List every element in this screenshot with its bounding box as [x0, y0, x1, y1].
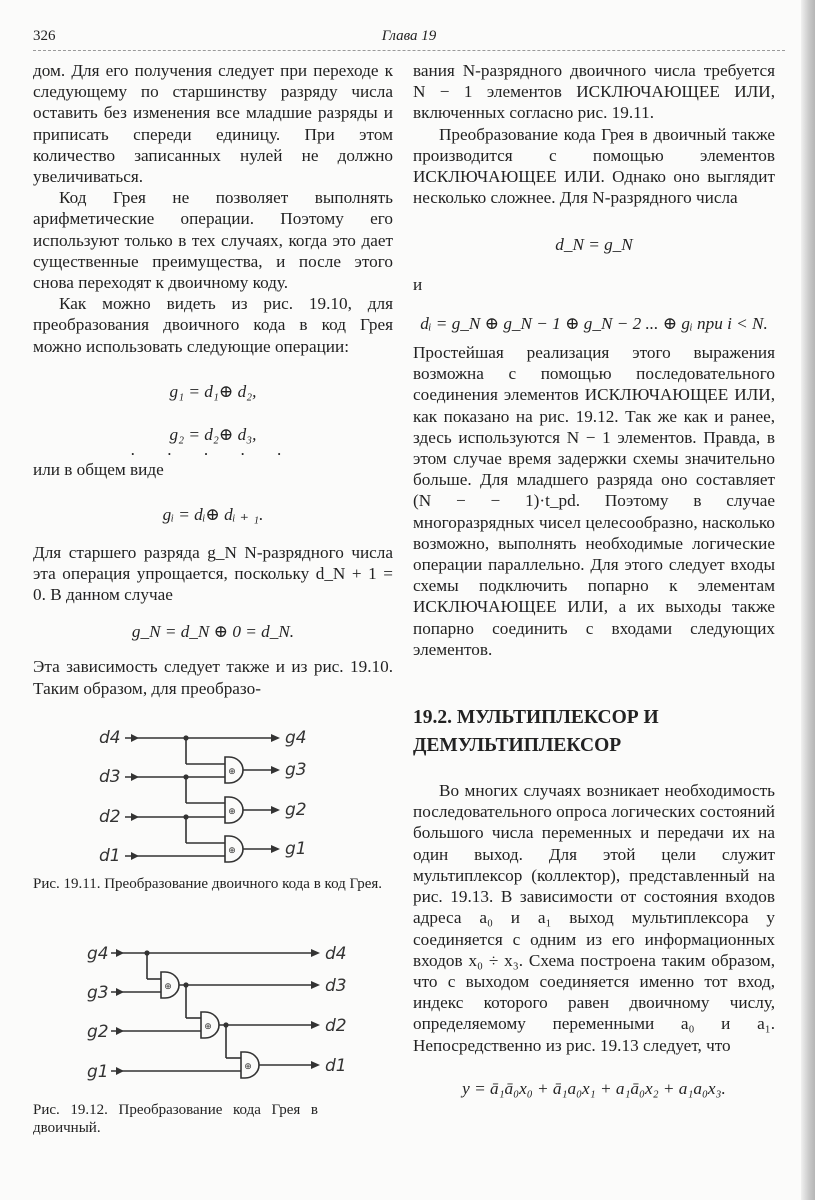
paragraph: Эта зависимость следует также и из рис. 19.10. Таким образом, для преобразо-: [33, 657, 393, 698]
svg-text:⊕: ⊕: [228, 766, 236, 777]
paragraph: Код Грея не позволяет выполнять арифметические операции. Поэтому его используют только в тех случаях, когда это дает существенные преимущества, и после этого снова переходят к двоичному коду.: [33, 188, 393, 293]
output-label: d3: [325, 975, 347, 996]
input-label: d4: [99, 727, 121, 748]
figure-19-11-caption: Рис. 19.11. Преобразование двоичного кода в код Грея.: [33, 875, 383, 892]
running-header: [33, 28, 785, 51]
figure-19-12-diagram: [33, 937, 393, 1097]
paragraph: вания N-разрядного двоичного числа требуется N − 1 элементов ИСКЛЮЧАЮЩЕЕ ИЛИ, включенных согласно рис. 19.11.: [413, 61, 775, 123]
input-label: g4: [87, 943, 109, 964]
output-label: g3: [285, 759, 307, 780]
chapter-title: Глава 19: [381, 28, 437, 44]
output-label: d1: [325, 1055, 347, 1076]
formula-gN: g_N = d_N ⊕ 0 = d_N.: [131, 622, 295, 642]
input-label: d1: [99, 845, 121, 866]
formula-di: dᵢ = g_N ⊕ g_N − 1 ⊕ g_N − 2 ... ⊕ gᵢ при i < N.: [420, 313, 768, 333]
figure-19-11-diagram: [33, 719, 393, 869]
input-label: g2: [87, 1021, 109, 1042]
output-label: g4: [285, 727, 307, 748]
svg-text:⊕: ⊕: [164, 981, 172, 992]
paragraph: Как можно видеть из рис. 19.10, для преобразования двоичного кода в код Грея можно использовать следующие операции:: [33, 294, 393, 356]
paragraph: дом. Для его получения следует при переходе к следующему по старшинству разряду числа оставить без изменения все младшие разряды и приписать спереди единицу. При этом количество записанных нулей не должно увеличиваться.: [33, 61, 393, 187]
paragraph: или в общем виде: [33, 460, 164, 480]
paragraph: Для старшего разряда g_N N-разрядного числа эта операция упрощается, поскольку d_N + 1 = 0. В данном случае: [33, 542, 393, 605]
left-column: [33, 60, 393, 1137]
input-label: g3: [87, 982, 109, 1003]
section-heading: 19.2. МУЛЬТИПЛЕКСОР И ДЕМУЛЬТИПЛЕКСОР: [413, 707, 659, 757]
formula-ellipsis: . . . . .: [130, 440, 296, 460]
output-label: g2: [285, 799, 307, 820]
right-column: [413, 60, 775, 1107]
svg-text:⊕: ⊕: [228, 806, 236, 817]
paragraph: Простейшая реализация этого выражения возможна с помощью последовательного соединения элементов ИСКЛЮЧАЮЩЕЕ ИЛИ, как показано на рис. 19.12. Так же как и ранее, здесь используются N − 1 элементов. Правда, в этом случае время задержки схемы значительно больше. Для младшего разряда оно составляет (N − − 1)·t_pd. Поэтому в случае многоразрядных чисел целесообразно, насколько возможно, выполнять необходимые логические операции параллельно. Для этого следует входы схемы подключить попарно к элементам ИСКЛЮЧАЮЩЕЕ ИЛИ, а их выходы также попарно соединить с входами следующих элементов.: [413, 343, 775, 659]
svg-text:⊕: ⊕: [204, 1021, 212, 1032]
formula-gi: gᵢ = dᵢ⊕ dᵢ ₊ ₁.: [162, 505, 264, 525]
page-edge-shadow: [801, 0, 815, 1200]
page-number: 326: [33, 28, 56, 44]
input-label: d3: [99, 766, 121, 787]
paragraph: и: [413, 274, 423, 294]
svg-text:⊕: ⊕: [228, 845, 236, 856]
paragraph: Во многих случаях возникает необходимость последовательного опроса логических состояний большого числа переменных и передачи их на один выход. Для этой цели служит мультиплексор (коллектор), представленный на рис. 19.13. В зависимости от состояния входов адреса a₀ и a₁ выход мультиплексора y соединяется с одним из его информационных входов x₀ ÷ x₃. Схема построена таким образом, что с выходом соединяется именно тот вход, индекс которого равен двоичному числу, определяемому переменными a₀ и a₁. Непосредственно из рис. 19.13 следует, что: [413, 781, 775, 1055]
figure-19-12-caption: Рис. 19.12. Преобразование кода Грея в двоичный.: [33, 1101, 318, 1136]
formula-g1: g₁ = d₁⊕ d₂,: [169, 381, 257, 401]
formula-g2: g₂ = d₂⊕ d₃,: [169, 425, 257, 445]
output-label: d4: [325, 943, 347, 964]
formula-dN: d_N = g_N: [555, 235, 633, 255]
input-label: g1: [87, 1061, 109, 1082]
output-label: d2: [325, 1015, 347, 1036]
paragraph: Преобразование кода Грея в двоичный также производится с помощью элементов ИСКЛЮЧАЮЩЕЕ ИЛИ. Однако оно выглядит несколько сложнее. Для N-разрядного числа: [413, 124, 775, 208]
output-label: g1: [285, 838, 307, 859]
formula-multiplexer: y = ā₁ā₀x₀ + ā₁a₀x₁ + a₁ā₀x₂ + a₁a₀x₃.: [462, 1078, 726, 1098]
input-label: d2: [99, 806, 121, 827]
svg-text:⊕: ⊕: [244, 1061, 252, 1072]
